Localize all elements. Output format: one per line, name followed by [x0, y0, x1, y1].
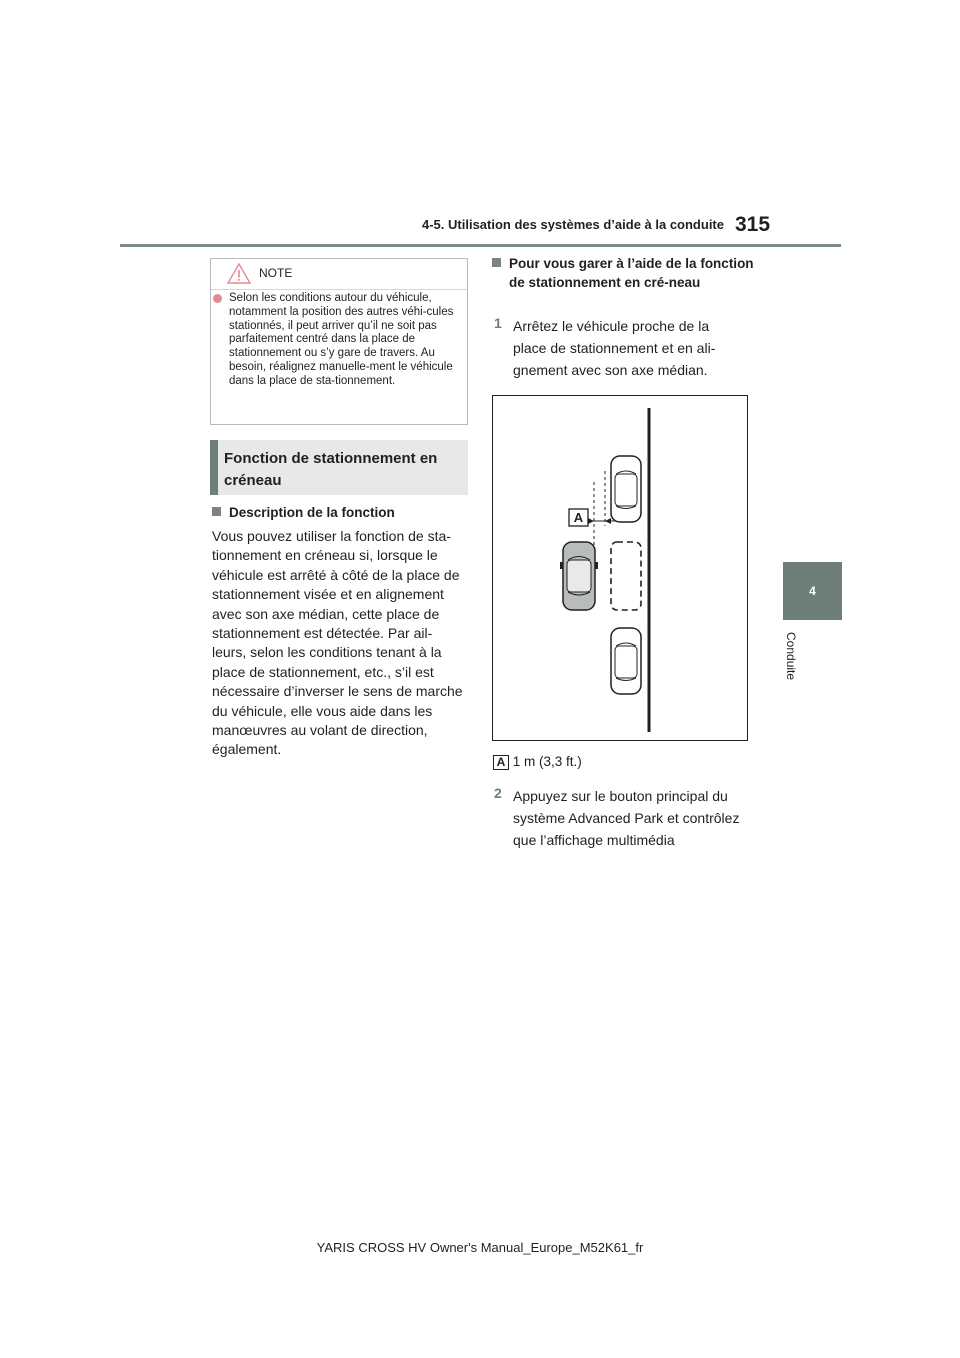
left-paragraph: Vous pouvez utiliser la fonction de sta-tionnement en créneau si, lorsque le véhicule est arrêté à côté de la place de stationnement visée et en alignement avec son axe médian, cette place de stationnement est détectée. Par ail-leurs, selon les conditions tenant à la place de stationnement, etc., s’il est nécessaire d’inverser le sens de marche du véhicule, elle vous aide dans les manœuvres au volant de direction, également. — [212, 528, 463, 758]
footer: YARIS CROSS HV Owner's Manual_Europe_M52K61_fr — [316, 1240, 644, 1255]
note-text: Selon les conditions autour du véhicule, notamment la position des autres véhi-cules stationnés, il peut arriver qu’il ne soit pas parfaitement centré dans la place de stationnement ou s’y gare de travers. Au besoin, réalignez manuelle-ment le véhicule dans la place de sta-tionnement. — [229, 292, 454, 387]
note-box — [210, 258, 468, 425]
arrow-left — [605, 518, 611, 524]
note-header — [211, 259, 467, 290]
right-subhead — [492, 254, 771, 292]
left-subhead — [212, 503, 472, 522]
target-space — [611, 542, 641, 610]
right-subhead-text: Pour vous garer à l’aide de la fonction de stationnement en cré-neau — [509, 256, 754, 290]
section-title-box — [210, 440, 468, 495]
note-label: NOTE — [259, 266, 293, 280]
own-vehicle — [560, 542, 598, 610]
chapter-label — [776, 628, 816, 708]
diagram-label-a: A — [573, 510, 584, 525]
header-rule — [120, 244, 841, 247]
step-1-number: 1 — [494, 315, 502, 331]
square-bullet-icon — [492, 258, 501, 267]
parked-car-top — [611, 456, 641, 522]
chapter-label-text: Conduite — [784, 632, 798, 681]
square-bullet-icon — [212, 507, 221, 516]
diagram-legend — [493, 754, 582, 770]
warning-icon — [227, 263, 251, 284]
step-1-text: Arrêtez le véhicule proche de la place de stationnement et en ali-gnement avec son axe médian. — [513, 318, 716, 378]
section-title: Fonction de stationnement en créneau — [224, 450, 438, 489]
note-body — [229, 292, 461, 389]
parking-diagram-svg — [493, 396, 747, 740]
bullet-icon — [213, 294, 222, 303]
page-number: 315 — [735, 213, 771, 236]
step-2-number: 2 — [494, 785, 502, 801]
chapter-tab: 4 — [783, 562, 842, 620]
parking-diagram — [492, 395, 748, 741]
parked-car-bottom — [611, 628, 641, 694]
section-header: 4-5. Utilisation des systèmes d’aide à la conduite — [422, 217, 724, 232]
arrow-right — [588, 518, 594, 524]
legend-label-a: A — [493, 755, 509, 770]
left-subhead-text: Description de la fonction — [229, 505, 395, 520]
legend-text: 1 m (3,3 ft.) — [512, 754, 582, 769]
step-2-text: Appuyez sur le bouton principal du système Advanced Park et contrôlez que l’affichage multimédia — [513, 788, 740, 848]
